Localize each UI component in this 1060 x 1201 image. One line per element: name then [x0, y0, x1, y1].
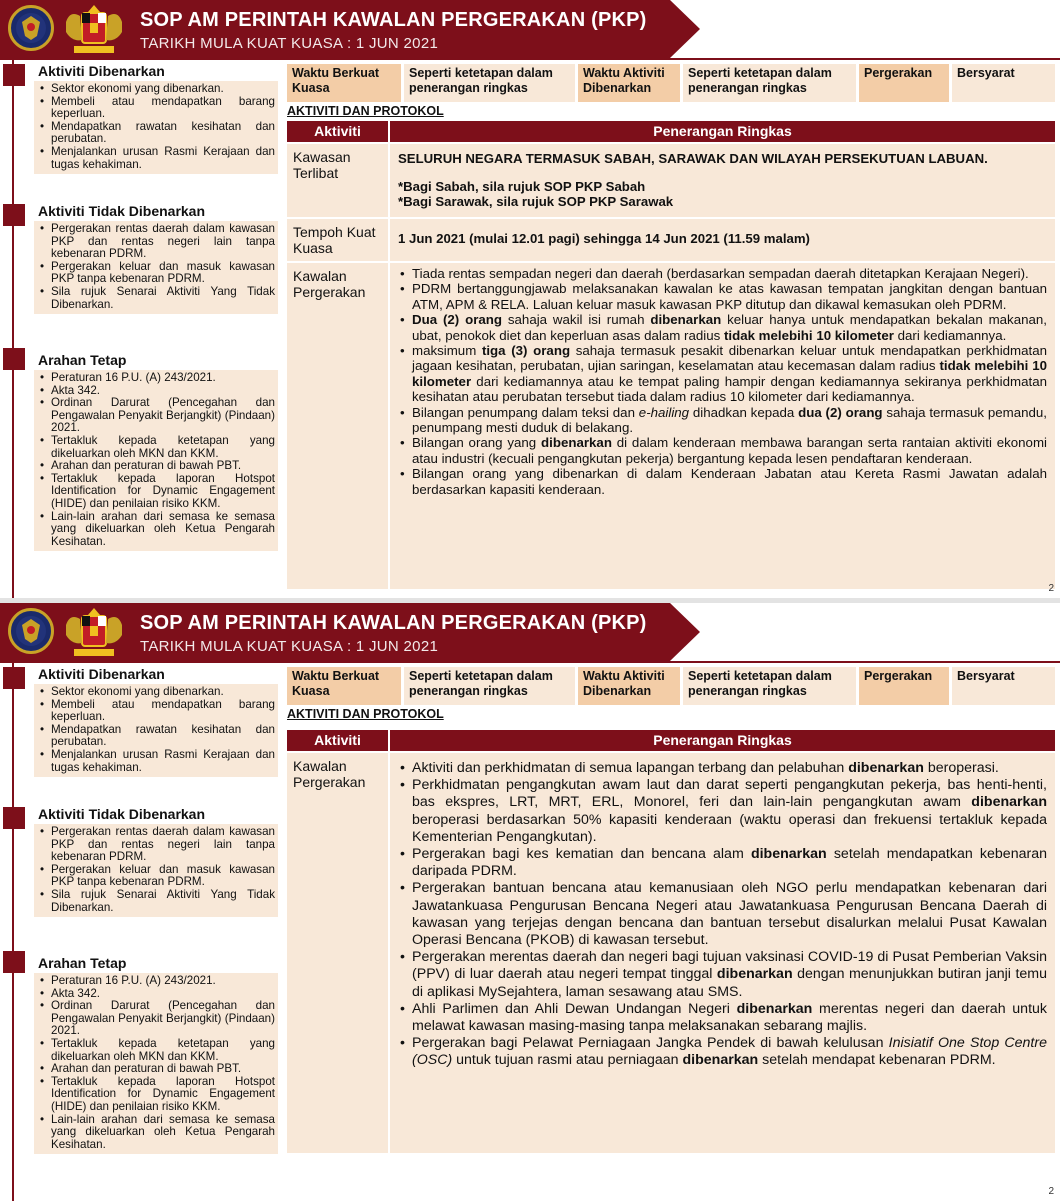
- protocol-table: [287, 730, 1055, 1153]
- list-item: • Pergerakan rentas daerah dalam kawasan PKP dan rentas negeri lain tanpa kebenaran PDRM.: [38, 826, 275, 864]
- pergerakan-label: Pergerakan: [859, 667, 949, 705]
- list-item: • Sektor ekonomi yang dibenarkan.: [38, 83, 275, 96]
- coat-of-arms-icon: [60, 605, 128, 659]
- section-aktiviti-dibenarkan: [34, 666, 278, 777]
- page-title: SOP AM PERINTAH KAWALAN PERGERAKAN (PKP): [140, 612, 647, 634]
- list-item: • Menjalankan urusan Rasmi Kerajaan dan tugas kehakiman.: [38, 749, 275, 774]
- section-heading: Aktiviti Dibenarkan: [38, 666, 165, 682]
- list-item: • Sektor ekonomi yang dibenarkan.: [38, 686, 275, 699]
- left-sidebar: [0, 663, 282, 1201]
- section-aktiviti-tidak-dibenarkan: [34, 203, 278, 314]
- list-item: • Pergerakan bantuan bencana atau kemanusiaan oleh NGO perlu mendapatkan kebenaran dari Jawatankuasa Pengurusan Bencana Negeri atau Jawatankuasa Pengurusan Bencana Daerah di kawasan yang terjejas dengan bencana dan bantuan tersebut disalurkan melalui Pusat Kawalan Operasi Bencana (PKOB) di kawasan tersebut.: [398, 880, 1047, 949]
- section-aktiviti-tidak-dibenarkan: [34, 806, 278, 917]
- list-item: • Dua (2) orang sahaja wakil isi rumah dibenarkan keluar hanya untuk mendapatkan bekalan makanan, ubat, penokok diet dan keperluan asas dalam radius tidak melebihi 10 kilometer dari kediamannya.: [398, 312, 1047, 343]
- left-sidebar: [0, 60, 282, 598]
- list-item: • Bilangan orang yang dibenarkan di dalam kenderaan membawa barangan serta rantaian aktiviti ekonomi atau industri (kecuali pengangkutan pekerja) bergantung kepada lesen pendaftaran kenderaan.: [398, 435, 1047, 466]
- section-heading: Arahan Tetap: [38, 955, 127, 971]
- waktu-berkuat-label: Waktu Berkuat Kuasa: [287, 64, 401, 102]
- waktu-aktiviti-label: Waktu Aktiviti Dibenarkan: [578, 667, 680, 705]
- list-item: • Tertakluk kepada ketetapan yang dikeluarkan oleh MKN dan KKM.: [38, 1038, 275, 1063]
- column-header-penerangan: Penerangan Ringkas: [653, 123, 792, 139]
- timeline-marker: [3, 64, 25, 86]
- column-header-penerangan: Penerangan Ringkas: [653, 732, 792, 748]
- table-row: [287, 142, 1055, 217]
- list-item: • Ordinan Darurat (Pencegahan dan Pengawalan Penyakit Berjangkit) (Pindaan) 2021.: [38, 1000, 275, 1038]
- list-item: • Sila rujuk Senarai Aktiviti Yang Tidak Dibenarkan.: [38, 286, 275, 311]
- coat-of-arms-icon: [60, 2, 128, 56]
- pergerakan-value: Bersyarat: [952, 64, 1055, 102]
- kawasan-note: *Bagi Sabah, sila rujuk SOP PKP Sabah: [398, 178, 646, 194]
- timeline-marker: [3, 348, 25, 370]
- list-item: • Pergerakan rentas daerah dalam kawasan PKP dan rentas negeri lain tanpa kebenaran PDRM.: [38, 223, 275, 261]
- timeline-line: [12, 663, 14, 1201]
- section-heading: Arahan Tetap: [38, 352, 127, 368]
- column-header-aktiviti: Aktiviti: [287, 121, 390, 142]
- list-item: • Membeli atau mendapatkan barang keperluan.: [38, 96, 275, 121]
- section-heading: Aktiviti Tidak Dibenarkan: [38, 806, 206, 822]
- list-item: • Tertakluk kepada laporan Hotspot Identification for Dynamic Engagement (HIDE) dan penilaian risiko KKM.: [38, 473, 275, 511]
- page-number: 2: [1048, 1186, 1054, 1197]
- list-item: • Pergerakan bagi Pelawat Perniagaan Jangka Pendek di bawah kelulusan Inisiatif One Stop Centre (OSC) untuk tujuan rasmi atau perniagaan dibenarkan setelah mendapat kebenaran PDRM.: [398, 1035, 1047, 1069]
- page-title: SOP AM PERINTAH KAWALAN PERGERAKAN (PKP): [140, 9, 647, 31]
- list-item: • Peraturan 16 P.U. (A) 243/2021.: [38, 372, 275, 385]
- section-heading: Aktiviti Dibenarkan: [38, 63, 165, 79]
- section-arahan-tetap: [34, 352, 278, 551]
- list-item: • Arahan dan peraturan di bawah PBT.: [38, 1063, 275, 1076]
- row-label: Kawasan Terlibat: [287, 144, 390, 217]
- summary-row: [287, 64, 1055, 102]
- table-row: [287, 217, 1055, 261]
- list-item: • Bilangan orang yang dibenarkan di dalam Kenderaan Jabatan atau Kereta Rasmi Jawatan adalah berdasarkan kapasiti kenderaan.: [398, 466, 1047, 497]
- list-item: • Lain-lain arahan dari semasa ke semasa yang dikeluarkan oleh Ketua Pengarah Kesihatan.: [38, 1114, 275, 1152]
- list-item: • Mendapatkan rawatan kesihatan dan perubatan.: [38, 724, 275, 749]
- timeline-marker: [3, 204, 25, 226]
- row-label: Tempoh Kuat Kuasa: [287, 219, 390, 261]
- table-row: [287, 751, 1055, 1153]
- pdrm-logo-icon: [8, 5, 54, 51]
- row-label: Kawalan Pergerakan: [287, 263, 390, 589]
- row-label: Kawalan Pergerakan: [287, 753, 390, 1153]
- timeline-marker: [3, 951, 25, 973]
- list-item: • maksimum tiga (3) orang sahaja termasuk pesakit dibenarkan keluar untuk mendapatkan perkhidmatan jagaan kesihatan, perubatan, ujian saringan, keselamatan atau kecemasan dalam radius tidak melebihi 10 kilometer dari kediamannya atau ke tempat paling hampir dengan kediamannya sekiranya perkhidmatan kesihatan atau perubatan tersebut tiada dalam radius 10 kilometer dari kediamannya.: [398, 343, 1047, 405]
- page-subtitle: TARIKH MULA KUAT KUASA : 1 JUN 2021: [140, 638, 439, 655]
- list-item: • Pergerakan keluar dan masuk kawasan PKP tanpa kebenaran PDRM.: [38, 261, 275, 286]
- list-item: • Membeli atau mendapatkan barang keperluan.: [38, 699, 275, 724]
- list-item: • Akta 342.: [38, 385, 275, 398]
- list-item: • Tertakluk kepada laporan Hotspot Identification for Dynamic Engagement (HIDE) dan penilaian risiko KKM.: [38, 1076, 275, 1114]
- list-item: • Mendapatkan rawatan kesihatan dan perubatan.: [38, 121, 275, 146]
- list-item: • Ordinan Darurat (Pencegahan dan Pengawalan Penyakit Berjangkit) (Pindaan) 2021.: [38, 397, 275, 435]
- list-item: • Tertakluk kepada ketetapan yang dikeluarkan oleh MKN dan KKM.: [38, 435, 275, 460]
- waktu-berkuat-value: Seperti ketetapan dalam penerangan ringkas: [404, 667, 575, 705]
- section-heading: Aktiviti Tidak Dibenarkan: [38, 203, 206, 219]
- page-number: 2: [1048, 583, 1054, 594]
- list-item: • Menjalankan urusan Rasmi Kerajaan dan tugas kehakiman.: [38, 146, 275, 171]
- page-subtitle: TARIKH MULA KUAT KUASA : 1 JUN 2021: [140, 35, 439, 52]
- list-item: • Tiada rentas sempadan negeri dan daerah (berdasarkan sempadan daerah ditetapkan Kerajaan Negeri).: [398, 266, 1047, 281]
- table-row: [287, 261, 1055, 589]
- waktu-aktiviti-value: Seperti ketetapan dalam penerangan ringkas: [683, 667, 856, 705]
- slide-page-1: [0, 0, 1060, 598]
- list-item: • Pergerakan bagi kes kematian dan bencana alam dibenarkan setelah mendapatkan kebenaran daripada PDRM.: [398, 846, 1047, 880]
- protocol-table: [287, 121, 1055, 589]
- table-header: [287, 121, 1055, 142]
- section-aktiviti-dibenarkan: [34, 63, 278, 174]
- list-item: • Pergerakan keluar dan masuk kawasan PKP tanpa kebenaran PDRM.: [38, 864, 275, 889]
- list-item: • Akta 342.: [38, 988, 275, 1001]
- pergerakan-label: Pergerakan: [859, 64, 949, 102]
- kawasan-line: SELURUH NEGARA TERMASUK SABAH, SARAWAK DAN WILAYAH PERSEKUTUAN LABUAN.: [398, 151, 988, 166]
- waktu-berkuat-label: Waktu Berkuat Kuasa: [287, 667, 401, 705]
- list-item: • Perkhidmatan pengangkutan awam laut dan darat seperti pengangkutan pekerja, bas henti-henti, bas ekspres, LRT, MRT, ERL, Monorel, feri dan lain-lain pengangkutan awam dibenarkan beroperasi berdasarkan 50% kapasiti kenderaan (waktu operasi dan frekuensi tertakluk kepada Kementerian Pengangkutan).: [398, 777, 1047, 846]
- waktu-aktiviti-label: Waktu Aktiviti Dibenarkan: [578, 64, 680, 102]
- waktu-aktiviti-value: Seperti ketetapan dalam penerangan ringkas: [683, 64, 856, 102]
- tempoh-value: 1 Jun 2021 (mulai 12.01 pagi) sehingga 14 Jun 2021 (11.59 malam): [398, 231, 810, 246]
- list-item: • Arahan dan peraturan di bawah PBT.: [38, 460, 275, 473]
- slide-page-2: [0, 603, 1060, 1201]
- protocol-heading: AKTIVITI DAN PROTOKOL: [287, 707, 444, 721]
- kawasan-note: *Bagi Sarawak, sila rujuk SOP PKP Sarawak: [398, 194, 674, 209]
- table-header: [287, 730, 1055, 751]
- waktu-berkuat-value: Seperti ketetapan dalam penerangan ringkas: [404, 64, 575, 102]
- list-item: • Lain-lain arahan dari semasa ke semasa yang dikeluarkan oleh Ketua Pengarah Kesihatan.: [38, 511, 275, 549]
- list-item: • Pergerakan merentas daerah dan negeri bagi tujuan vaksinasi COVID-19 di Pusat Pemberian Vaksin (PPV) di luar daerah atau negeri tempat tinggal dibenarkan dengan menunjukkan butiran janji temu di aplikasi MySejahtera, laman sesawang atau SMS.: [398, 949, 1047, 1001]
- list-item: • Sila rujuk Senarai Aktiviti Yang Tidak Dibenarkan.: [38, 889, 275, 914]
- column-header-aktiviti: Aktiviti: [287, 730, 390, 751]
- protocol-heading: AKTIVITI DAN PROTOKOL: [287, 104, 444, 118]
- list-item: • Bilangan penumpang dalam teksi dan e-hailing dihadkan kepada dua (2) orang sahaja termasuk pemandu, penumpang mesti duduk di belakang.: [398, 405, 1047, 436]
- timeline-line: [12, 60, 14, 598]
- timeline-marker: [3, 807, 25, 829]
- list-item: • Ahli Parlimen dan Ahli Dewan Undangan Negeri dibenarkan merentas negeri dan daerah untuk melawat kawasan masing-masing tanpa melaksanakan sebarang majlis.: [398, 1001, 1047, 1035]
- pdrm-logo-icon: [8, 608, 54, 654]
- list-item: • PDRM bertanggungjawab melaksanakan kawalan ke atas kawasan tempatan jangkitan dengan bantuan ATM, APM & RELA. Laluan keluar masuk kawasan PKP ditutup dan dikawal kemasukan oleh PDRM.: [398, 281, 1047, 312]
- list-item: • Aktiviti dan perkhidmatan di semua lapangan terbang dan pelabuhan dibenarkan beroperasi.: [398, 760, 1047, 777]
- pergerakan-value: Bersyarat: [952, 667, 1055, 705]
- timeline-marker: [3, 667, 25, 689]
- section-arahan-tetap: [34, 955, 278, 1154]
- summary-row: [287, 667, 1055, 705]
- list-item: • Peraturan 16 P.U. (A) 243/2021.: [38, 975, 275, 988]
